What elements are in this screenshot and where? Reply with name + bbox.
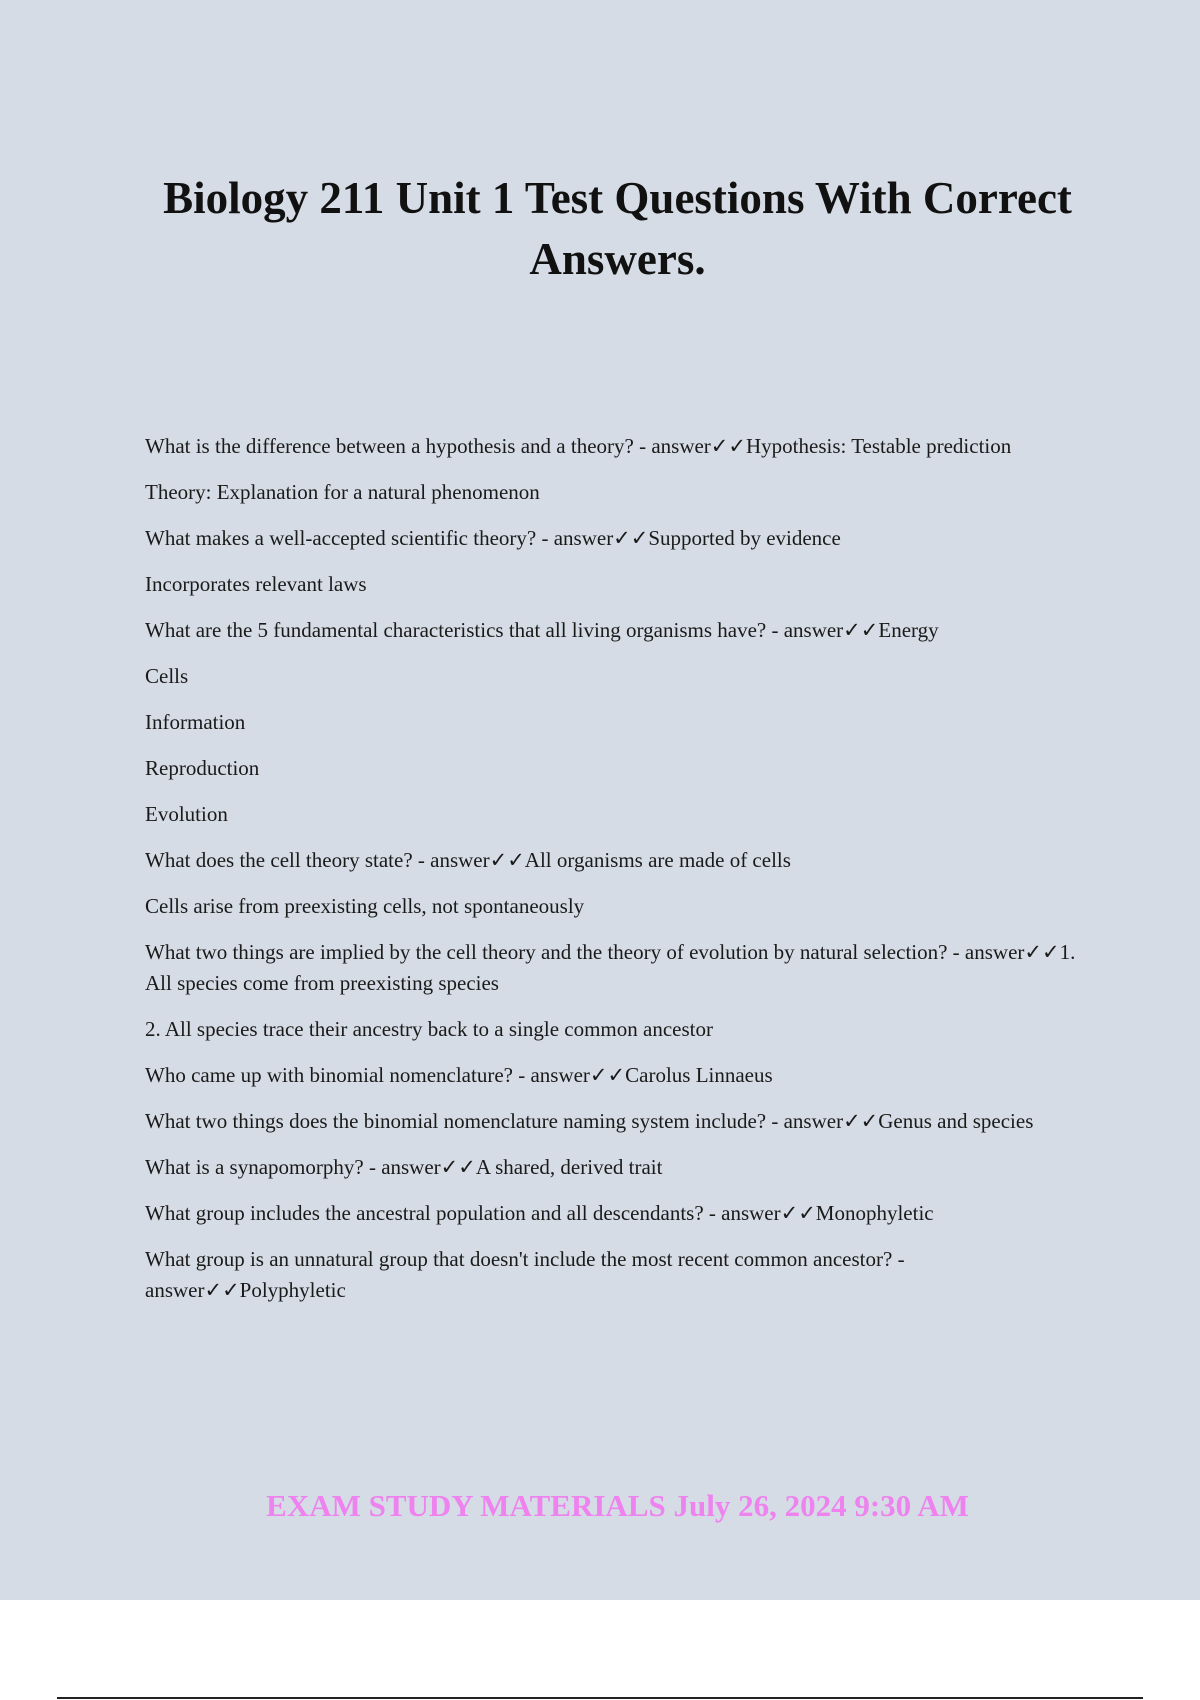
qa-paragraph: Cells [145,664,189,688]
qa-paragraph: Evolution [145,802,228,826]
qa-paragraph: Who came up with binomial nomenclature? - answer✓✓Carolus Linnaeus [145,1063,773,1087]
qa-paragraph: 2. All species trace their ancestry back to a single common ancestor [145,1017,713,1041]
qa-list [145,431,1095,1321]
qa-paragraph: What is a synapomorphy? - answer✓✓A shared, derived trait [145,1155,663,1179]
qa-paragraph: What are the 5 fundamental characteristics that all living organisms have? - answer✓✓Energy [145,618,939,642]
qa-paragraph: What is the difference between a hypothesis and a theory? - answer✓✓Hypothesis: Testable prediction [145,434,1012,458]
qa-paragraph: What makes a well-accepted scientific theory? - answer✓✓Supported by evidence [145,526,841,550]
document-title: Biology 211 Unit 1 Test Questions With Correct Answers. [163,173,1072,284]
qa-paragraph: Incorporates relevant laws [145,572,367,596]
qa-paragraph: What group is an unnatural group that doesn't include the most recent common ancestor? - answer✓✓Polyphyletic [145,1247,905,1302]
qa-paragraph: Cells arise from preexisting cells, not spontaneously [145,894,585,918]
qa-paragraph: What does the cell theory state? - answer✓✓All organisms are made of cells [145,848,791,872]
qa-paragraph: What two things are implied by the cell theory and the theory of evolution by natural selection? - answer✓✓1. All species come from preexisting species [145,940,1076,995]
qa-paragraph: What group includes the ancestral population and all descendants? - answer✓✓Monophyletic [145,1201,934,1225]
exam-stamp: EXAM STUDY MATERIALS July 26, 2024 9:30 AM [266,1488,969,1523]
qa-paragraph: Information [145,710,246,734]
page-divider [57,1697,1143,1699]
qa-paragraph: Reproduction [145,756,260,780]
qa-paragraph: Theory: Explanation for a natural phenomenon [145,480,540,504]
qa-paragraph: What two things does the binomial nomenclature naming system include? - answer✓✓Genus and species [145,1109,1034,1133]
